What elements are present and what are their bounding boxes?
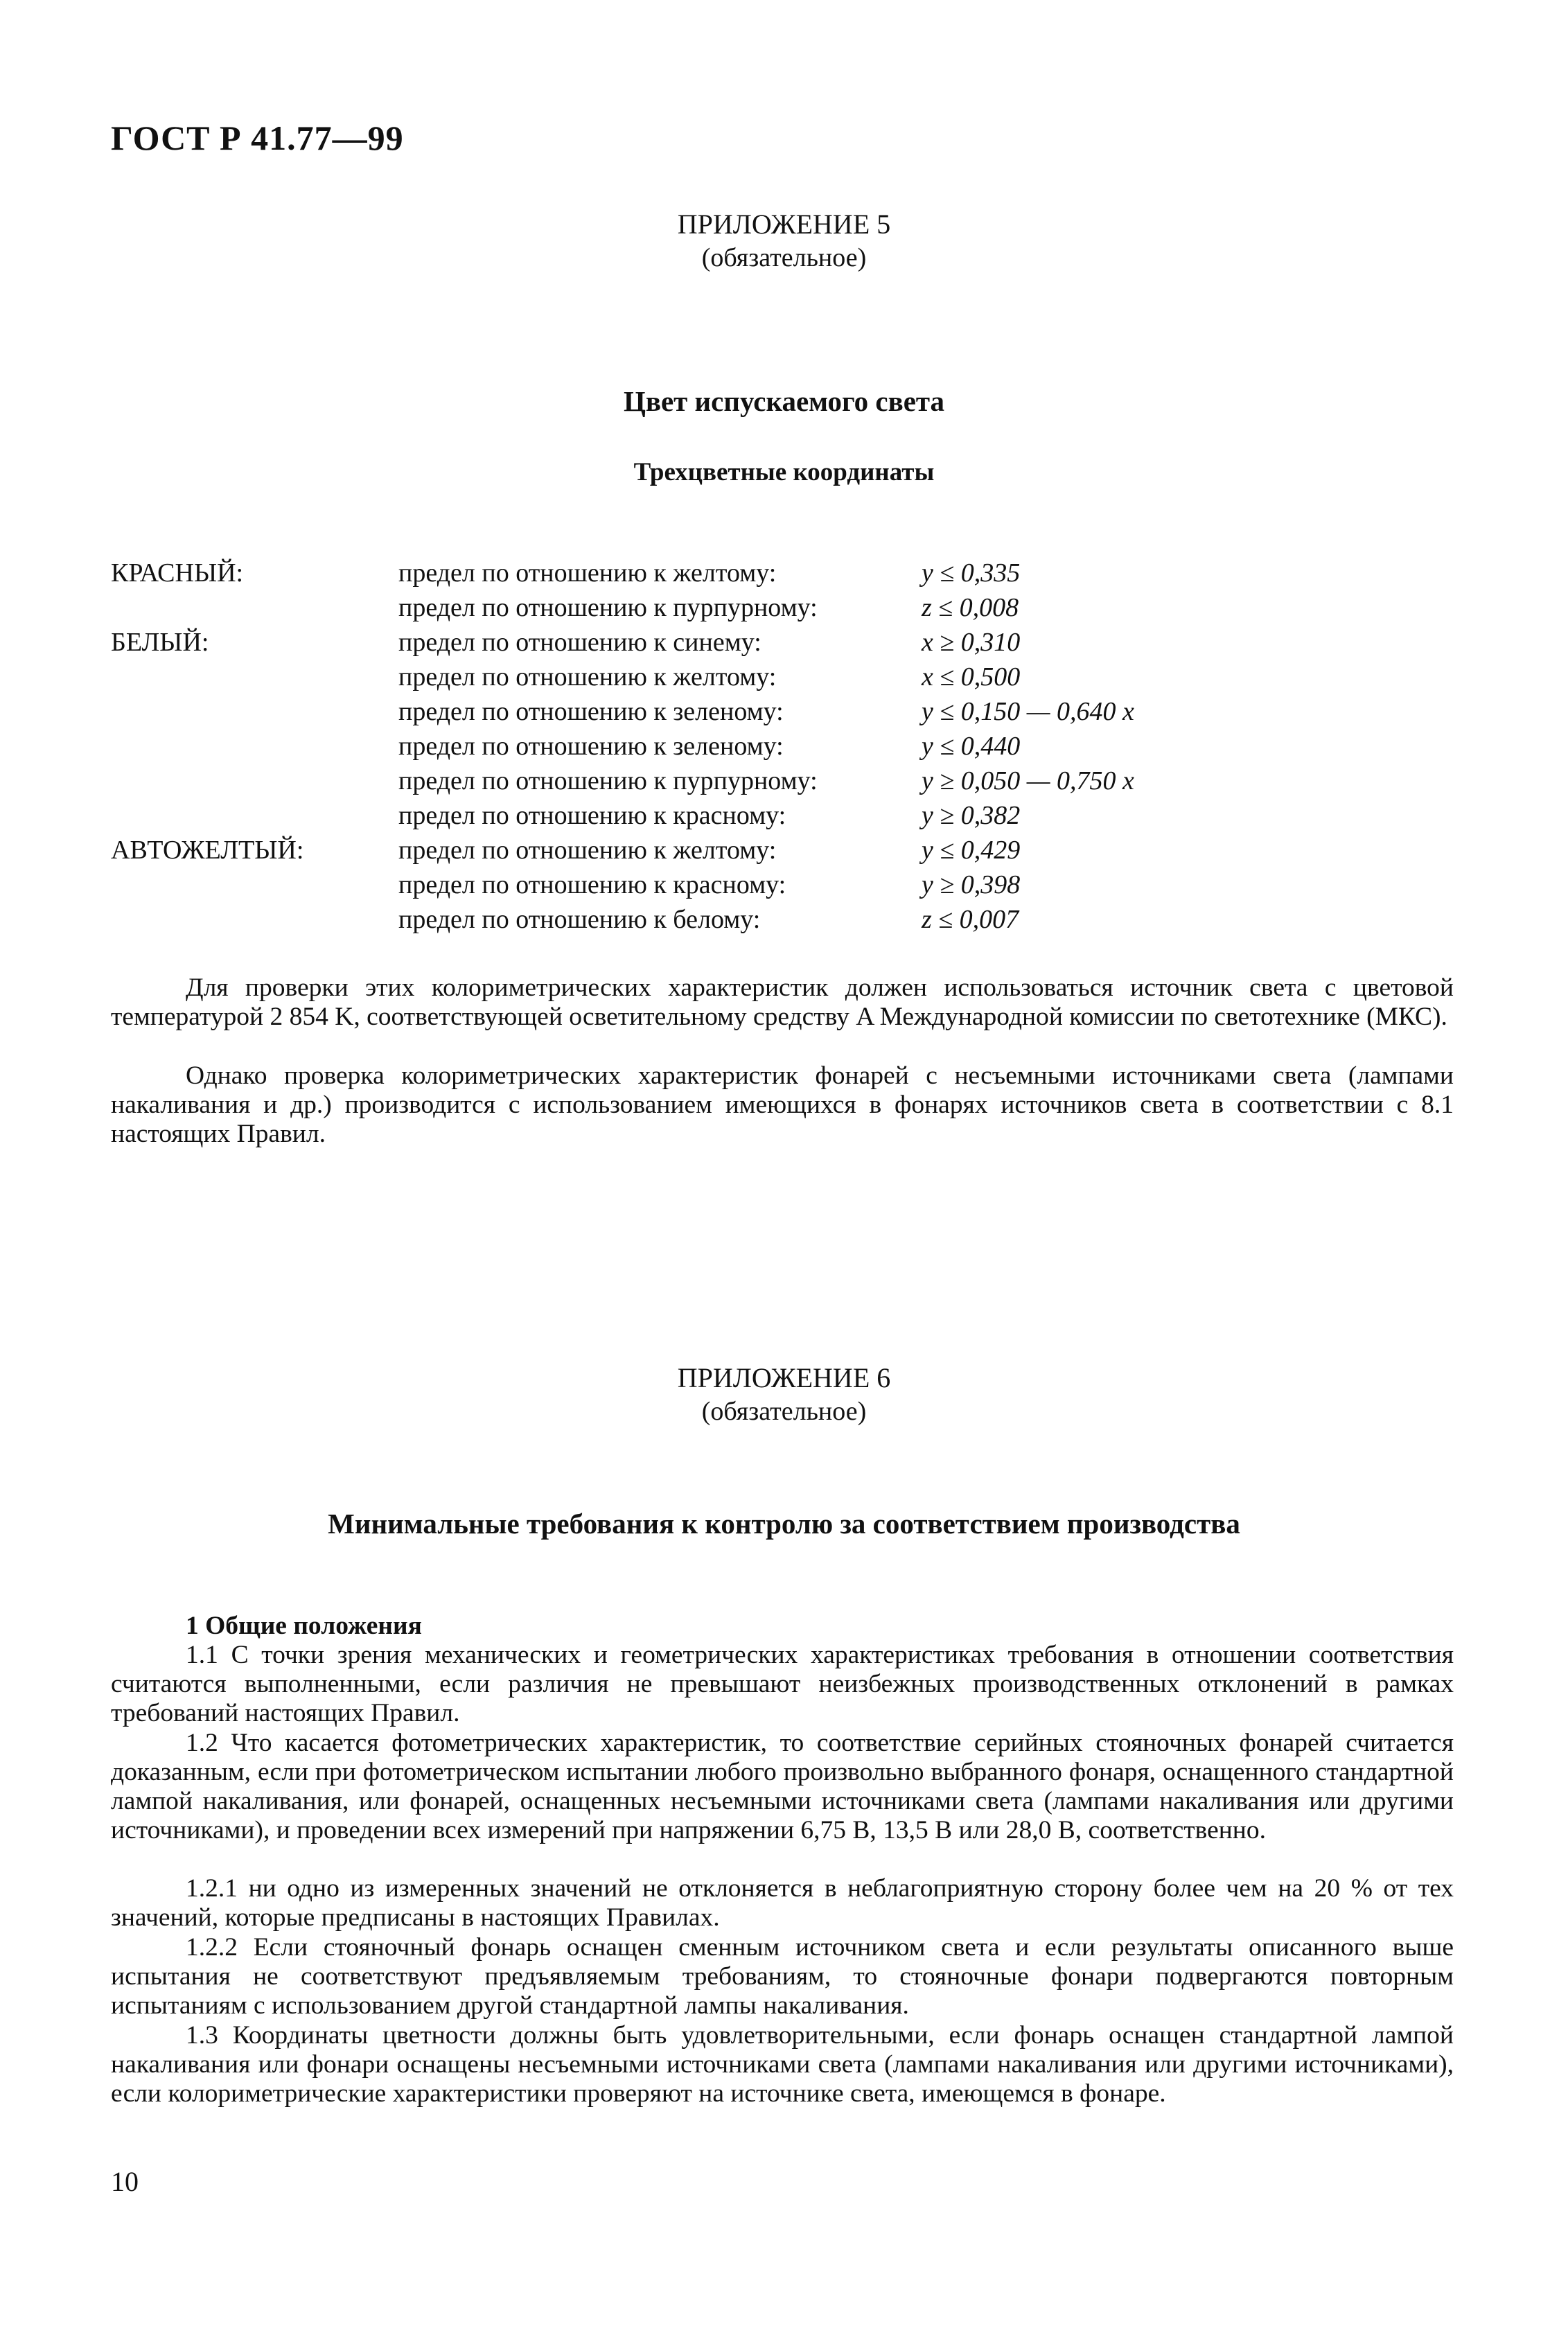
page-number: 10	[111, 2166, 139, 2197]
color-name: БЕЛЫЙ:	[111, 628, 209, 657]
limit-description: предел по отношению к желтому:	[398, 836, 777, 865]
limit-value: y ≥ 0,382	[922, 801, 1021, 830]
limit-description: предел по отношению к пурпурному:	[398, 766, 818, 795]
appendix-5-title: ПРИЛОЖЕНИЕ 5	[677, 209, 891, 240]
limit-description: предел по отношению к красному:	[398, 801, 786, 830]
table-row	[0, 800, 1568, 835]
color-name: АВТОЖЕЛТЫЙ:	[111, 836, 304, 865]
paragraph: 1.2.2 Если стояночный фонарь оснащен сменным источником света и если результаты описанного выше испытания не соответствуют предъявляемым требованиям, то стояночные фонари подвергаются повторным испытаниям с использованием другой стандартной лампы накаливания.	[111, 1933, 1454, 2020]
limit-value: z ≤ 0,007	[922, 905, 1019, 934]
limit-description: предел по отношению к красному:	[398, 870, 786, 899]
table-row	[0, 870, 1568, 904]
paragraph: 1.2.1 ни одно из измеренных значений не отклоняется в неблагоприятную сторону более чем на 20 % от тех значений, которые предписаны в настоящих Правилах.	[111, 1874, 1454, 1932]
appendix-5-section-title: Цвет испускаемого света	[623, 385, 945, 417]
limit-value: z ≤ 0,008	[922, 593, 1019, 622]
table-row	[0, 662, 1568, 696]
table-row	[0, 592, 1568, 627]
table-row	[0, 731, 1568, 766]
appendix-5-sub-title: Трехцветные координаты	[633, 458, 935, 486]
table-row	[0, 696, 1568, 731]
color-name: КРАСНЫЙ:	[111, 558, 244, 588]
document-code: ГОСТ Р 41.77—99	[111, 118, 404, 157]
limit-value: x ≥ 0,310	[922, 628, 1021, 657]
table-row	[0, 835, 1568, 870]
paragraph: Однако проверка колориметрических характеристик фонарей с несъемными источниками света (лампами накаливания и др.) производится с использованием имеющихся в фонарях источников света в соответствии с 8.1 настоящих Правил.	[111, 1061, 1454, 1148]
table-row	[0, 558, 1568, 592]
table-row	[0, 627, 1568, 662]
paragraph: 1.3 Координаты цветности должны быть удовлетворительными, если фонарь оснащен стандартной лампой накаливания или фонари оснащены несъемными источниками света (лампами накаливания или другими источниками), если колориметрические характеристики проверяют на источнике света, имеющемся в фонаре.	[111, 2021, 1454, 2108]
limit-value: y ≥ 0,398	[922, 870, 1021, 899]
limit-value: y ≤ 0,150 — 0,640 x	[922, 697, 1134, 726]
paragraph: 1.1 С точки зрения механических и геометрических характеристиках требования в отношении соответствия считаются выполненными, если различия не превышают неизбежных производственных отклонений в рамках требований настоящих Правил.	[111, 1641, 1454, 1727]
limit-description: предел по отношению к синему:	[398, 628, 761, 657]
table-row	[0, 766, 1568, 800]
appendix-6-title: ПРИЛОЖЕНИЕ 6	[677, 1362, 891, 1393]
appendix-6-subtitle: (обязательное)	[701, 1397, 867, 1426]
limit-value: y ≤ 0,335	[922, 558, 1021, 588]
limit-description: предел по отношению к пурпурному:	[398, 593, 818, 622]
limit-description: предел по отношению к белому:	[398, 905, 761, 934]
appendix-6-section-title: Минимальные требования к контролю за соответствием производства	[328, 1508, 1240, 1540]
paragraph: Для проверки этих колориметрических характеристик должен использоваться источник света с цветовой температурой 2 854 K, соответствующей осветительному средству A Международной комиссии по светотехнике (МКС).	[111, 973, 1454, 1031]
limit-value: y ≥ 0,050 — 0,750 x	[922, 766, 1134, 795]
limit-description: предел по отношению к желтому:	[398, 662, 777, 691]
paragraph: 1.2 Что касается фотометрических характеристик, то соответствие серийных стояночных фонарей считается доказанным, если при фотометрическом испытании любого произвольно выбранного фонаря, оснащенного стандартной лампой накаливания, или фонарей, оснащенных несъемными источниками света (лампами накаливания или другими источниками), и проведении всех измерений при напряжении 6,75 В, 13,5 В или 28,0 В, соответственно.	[111, 1729, 1454, 1844]
section-heading: 1 Общие положения	[186, 1612, 422, 1640]
limit-value: y ≤ 0,440	[922, 732, 1021, 761]
limit-value: y ≤ 0,429	[922, 836, 1021, 865]
appendix-5-subtitle: (обязательное)	[701, 243, 867, 272]
limit-description: предел по отношению к зеленому:	[398, 732, 784, 761]
limit-description: предел по отношению к желтому:	[398, 558, 777, 588]
limit-description: предел по отношению к зеленому:	[398, 697, 784, 726]
limit-value: x ≤ 0,500	[922, 662, 1021, 691]
table-row	[0, 904, 1568, 939]
